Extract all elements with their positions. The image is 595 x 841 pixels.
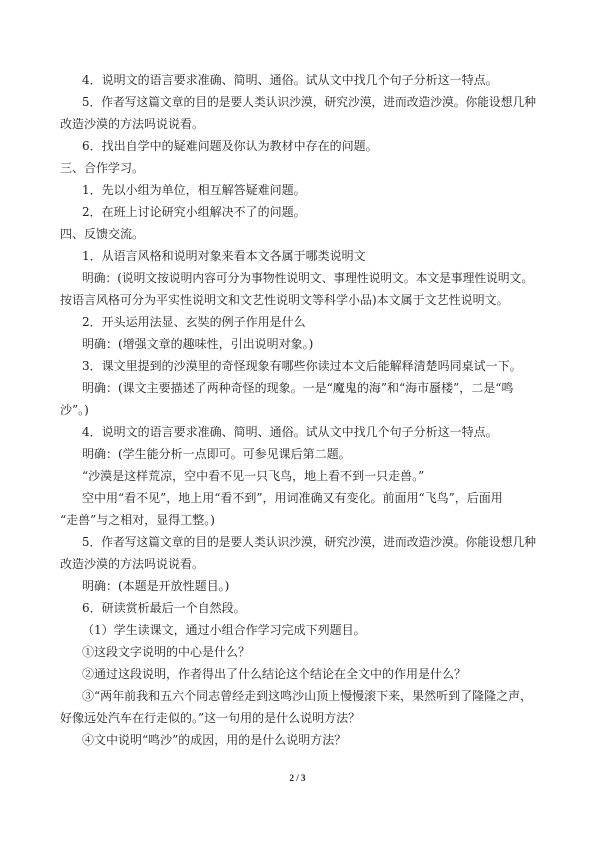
document-body bbox=[60, 73, 540, 755]
text-line: 5．作者写这篇文章的目的是要人类认识沙漠，研究沙漠，进而改造沙漠。你能设想几种 bbox=[82, 535, 536, 549]
text-line: “沙漠是这样荒凉，空中看不见一只飞鸟，地上看不到一只走兽。” bbox=[82, 469, 425, 483]
text-line: 改造沙漠的方法吗说说看。 bbox=[60, 557, 205, 571]
text-line: 明确：(学生能分析一点即可。可参见课后第二题。 bbox=[82, 447, 351, 461]
text-line: ③“两年前我和五六个同志曾经走到这鸣沙山顶上慢慢滚下来，果然听到了隆隆之声， bbox=[82, 689, 533, 703]
text-line: 2．开头运用法显、玄奘的例子作用是什么 bbox=[82, 315, 306, 329]
text-line: 改造沙漠的方法吗说说看。 bbox=[60, 117, 205, 131]
text-line: 明确：(本题是开放性题目。) bbox=[82, 579, 230, 593]
text-line: “走兽”与之相对，显得工整。) bbox=[60, 513, 215, 527]
text-line: ④文中说明“鸣沙”的成因，用的是什么说明方法？ bbox=[82, 733, 347, 747]
text-line: 好像远处汽车在行走似的。”这一句用的是什么说明方法？ bbox=[60, 711, 361, 725]
text-line: 沙”。) bbox=[60, 403, 89, 417]
text-line: ①这段文字说明的中心是什么？ bbox=[82, 645, 251, 659]
text-line: 1．先以小组为单位，相互解答疑难问题。 bbox=[82, 183, 306, 197]
page-number: 2 / 3 bbox=[289, 773, 306, 783]
text-line: 按语言风格可分为平实性说明文和文艺性说明文等科学小品)本文属于文艺性说明文。 bbox=[60, 293, 509, 307]
text-line: 四、反馈交流。 bbox=[60, 227, 145, 241]
text-line: 6．找出自学中的疑难问题及你认为教材中存在的问题。 bbox=[82, 139, 378, 153]
text-line: 6．研读赏析最后一个自然段。 bbox=[82, 601, 246, 615]
text-line: 3．课文里提到的沙漠里的奇怪现象有哪些你读过本文后能解释清楚吗同桌试一下。 bbox=[82, 359, 522, 373]
text-line: 4．说明文的语言要求准确、简明、通俗。试从文中找几个句子分析这一特点。 bbox=[82, 73, 498, 87]
text-line: 1．从语言风格和说明对象来看本文各属于哪类说明文 bbox=[82, 249, 366, 263]
text-line: 明确：(课文主要描述了两种奇怪的现象。一是“魔鬼的海”和“海市蜃楼”，二是“鸣 bbox=[82, 381, 514, 395]
text-line: 明确：(增强文章的趣味性，引出说明对象。) bbox=[82, 337, 314, 351]
text-line: （1）学生读课文，通过小组合作学习完成下列题目。 bbox=[82, 623, 366, 637]
text-line: ②通过这段说明，作者得出了什么结论这个结论在全文中的作用是什么？ bbox=[82, 667, 467, 681]
text-line: 2．在班上讨论研究小组解决不了的问题。 bbox=[82, 205, 306, 219]
text-line: 4．说明文的语言要求准确、简明、通俗。试从文中找几个句子分析这一特点。 bbox=[82, 425, 498, 439]
text-line: 5．作者写这篇文章的目的是要人类认识沙漠，研究沙漠，进而改造沙漠。你能设想几种 bbox=[82, 95, 536, 109]
text-line: 空中用“看不见”，地上用“看不到”，用词准确又有变化。前面用“飞鸟”，后面用 bbox=[82, 491, 503, 505]
text-line: 明确：(说明文按说明内容可分为事物性说明文、事理性说明文。本文是事理性说明文。 bbox=[82, 271, 534, 285]
text-line: 三、合作学习。 bbox=[60, 161, 145, 175]
